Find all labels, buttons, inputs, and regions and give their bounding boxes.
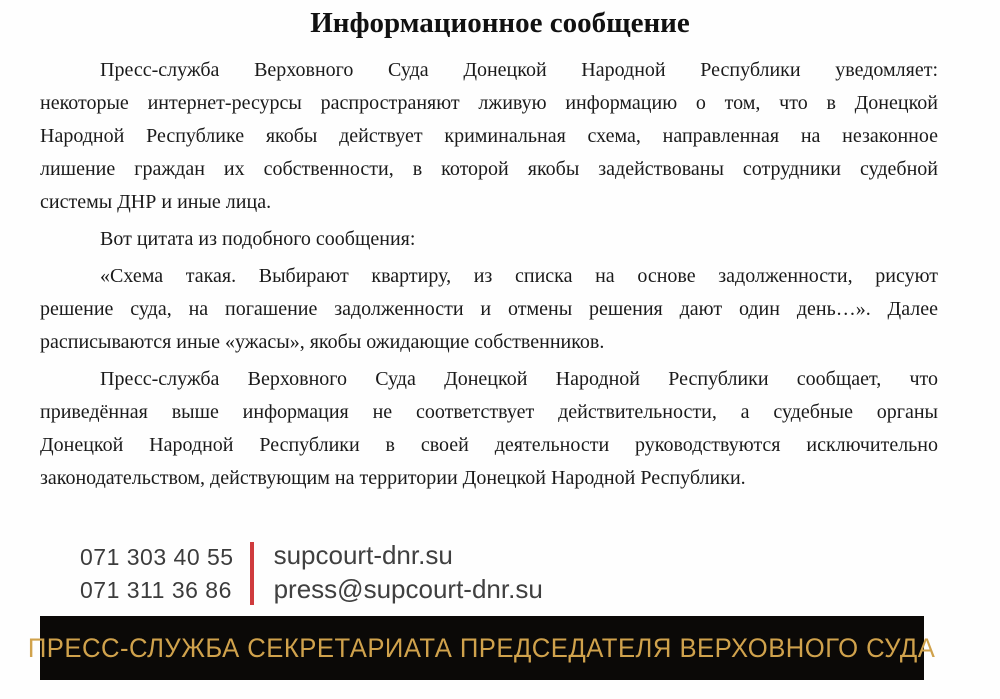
- contact-block: [80, 538, 543, 607]
- paragraph-line: приведённая выше информация не соответствует действительности, а судебные органы: [40, 401, 938, 423]
- document-body: [40, 54, 938, 495]
- red-divider: [250, 542, 254, 605]
- paragraph-line: некоторые интернет-ресурсы распространяют лживую информацию о том, что в Донецкой: [40, 92, 938, 114]
- phone-number: 071 303 40 55: [80, 544, 234, 570]
- website-url: supcourt-dnr.su: [273, 540, 453, 570]
- page-title: Информационное сообщение: [310, 7, 690, 39]
- footer-banner-label: ПРЕСС-СЛУЖБА СЕКРЕТАРИАТА ПРЕДСЕДАТЕЛЯ ВЕРХОВНОГО СУДА: [28, 632, 936, 663]
- paragraph-line: системы ДНР и иные лица.: [40, 191, 272, 213]
- paragraph-line: Донецкой Народной Республики в своей деятельности руководствуются исключительно: [40, 434, 938, 456]
- paragraph-line: «Схема такая. Выбирают квартиру, из списка на основе задолженности, рисуют: [100, 265, 938, 287]
- phone-number: 071 311 36 86: [80, 577, 232, 603]
- paragraph-line: Народной Республике якобы действует криминальная схема, направленная на незаконное: [40, 125, 938, 147]
- paragraph: [40, 260, 938, 359]
- paragraph: [40, 363, 938, 495]
- paragraph-line: расписываются иные «ужасы», якобы ожидающие собственников.: [40, 331, 605, 353]
- online-contacts: [274, 538, 543, 607]
- paragraph: [40, 54, 938, 219]
- email-address: press@supcourt-dnr.su: [273, 574, 543, 604]
- paragraph-line: решение суда, на погашение задолженности и отмены решения дают один день…». Далее: [40, 298, 938, 320]
- paragraph-line: законодательством, действующим на территории Донецкой Народной Республики.: [40, 467, 746, 489]
- paragraph-line: лишение граждан их собственности, в которой якобы задействованы сотрудники судебной: [40, 158, 938, 180]
- phone-numbers: [80, 538, 234, 607]
- paragraph-line: Пресс-служба Верховного Суда Донецкой Народной Республики уведомляет:: [100, 59, 938, 81]
- paragraph: [40, 223, 938, 256]
- paragraph-line: Пресс-служба Верховного Суда Донецкой Народной Республики сообщает, что: [100, 368, 938, 390]
- paragraph-line: Вот цитата из подобного сообщения:: [100, 228, 416, 250]
- footer-banner: [28, 616, 936, 680]
